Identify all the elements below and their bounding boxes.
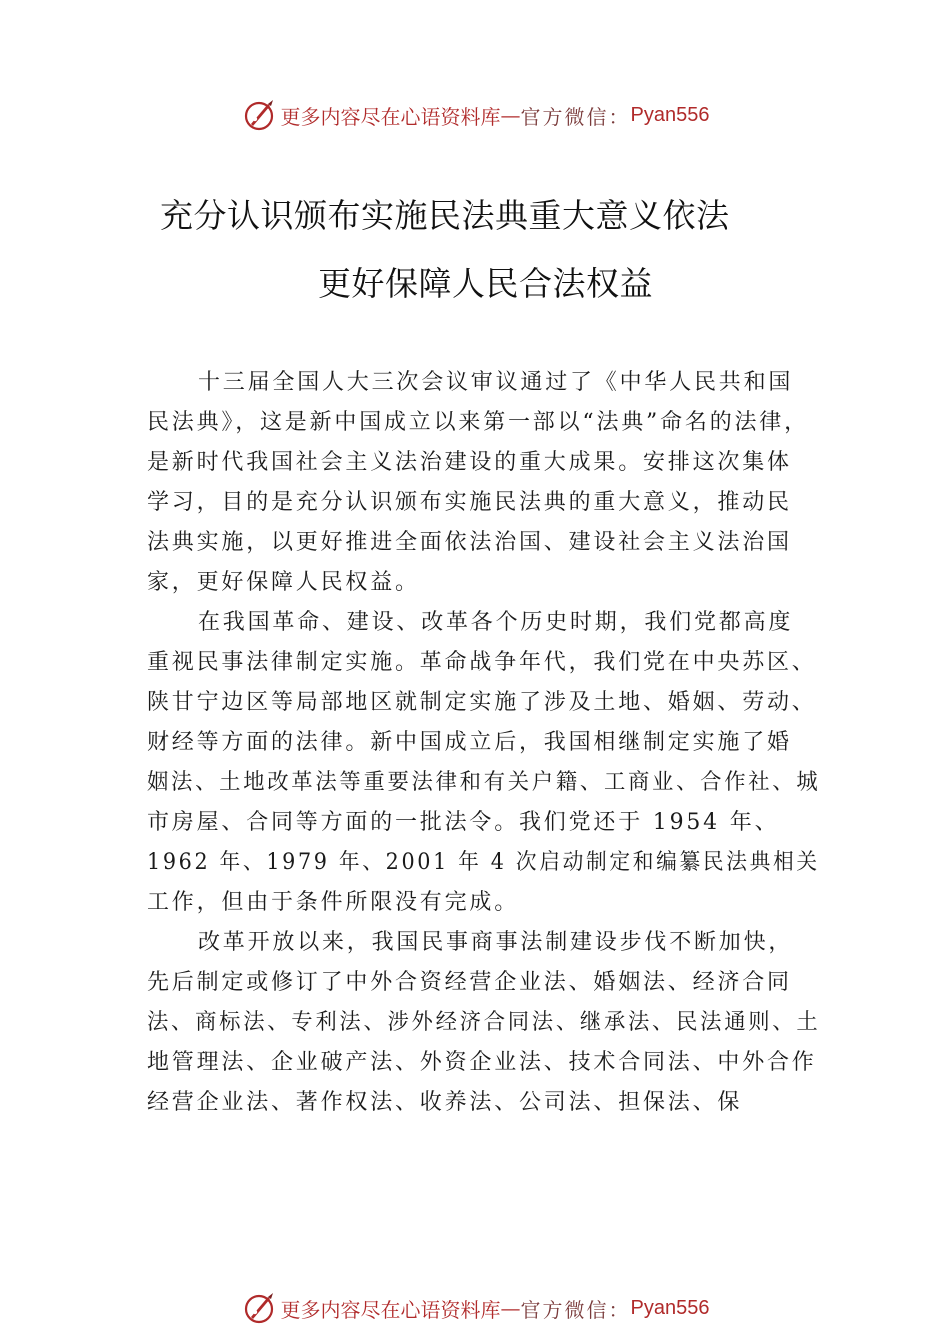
banner-separator: — (500, 103, 521, 127)
body-line: 法典实施，以更好推进全面依法治国、建设社会主义法治国 (147, 530, 792, 555)
body-line: 在我国革命、建设、改革各个历史时期，我们党都高度 (198, 610, 794, 635)
banner-wechat-id: Pyan556 (630, 1296, 710, 1319)
body-line: 财经等方面的法律。新中国成立后，我国相继制定实施了婚 (147, 730, 792, 755)
body-line: 先后制定或修订了中外合资经营企业法、婚姻法、经济合同 (147, 970, 792, 995)
body-line: 陕甘宁边区等局部地区就制定实施了涉及土地、婚姻、劳动、 (147, 690, 817, 715)
banner-separator: — (500, 1296, 521, 1320)
banner-label: 官方微信： (520, 1297, 631, 1322)
body-line: 经营企业法、著作权法、收养法、公司法、担保法、保 (147, 1090, 743, 1115)
banner-label: 官方微信： (520, 104, 631, 129)
document-title-line-2: 更好保障人民合法权益 (318, 264, 653, 303)
body-line: 改革开放以来，我国民事商事法制建设步伐不断加快， (198, 930, 794, 955)
quill-logo-icon (241, 97, 277, 133)
body-line: 工作，但由于条件所限没有完成。 (147, 890, 520, 915)
footer-banner (0, 1286, 950, 1330)
body-line: 地管理法、企业破产法、外资企业法、技术合同法、中外合作 (147, 1050, 817, 1075)
banner-text: 更多内容尽在心语资料库 (280, 104, 501, 129)
body-line: 是新时代我国社会主义法治建设的重大成果。安排这次集体 (147, 450, 792, 475)
banner-text: 更多内容尽在心语资料库 (280, 1297, 501, 1322)
banner-wechat-id: Pyan556 (630, 103, 710, 126)
body-line: 1962 年、1979 年、2001 年 4 次启动制定和编纂民法典相关 (147, 850, 820, 875)
body-line: 家，更好保障人民权益。 (147, 570, 420, 595)
body-line: 学习，目的是充分认识颁布实施民法典的重大意义，推动民 (147, 490, 792, 515)
document-title-line-1: 充分认识颁布实施民法典重大意义依法 (160, 196, 730, 235)
quill-logo-icon (241, 1290, 277, 1326)
body-line: 姻法、土地改革法等重要法律和有关户籍、工商业、合作社、城 (147, 770, 821, 795)
header-banner (0, 93, 950, 137)
body-line: 法、商标法、专利法、涉外经济合同法、继承法、民法通则、土 (147, 1010, 821, 1035)
body-line: 十三届全国人大三次会议审议通过了《中华人民共和国 (198, 370, 794, 395)
body-line: 重视民事法律制定实施。革命战争年代，我们党在中央苏区、 (147, 650, 817, 675)
body-line: 民法典》，这是新中国成立以来第一部以“法典”命名的法律， (147, 410, 809, 435)
body-line: 市房屋、合同等方面的一批法令。我们党还于 1954 年、 (147, 810, 780, 835)
